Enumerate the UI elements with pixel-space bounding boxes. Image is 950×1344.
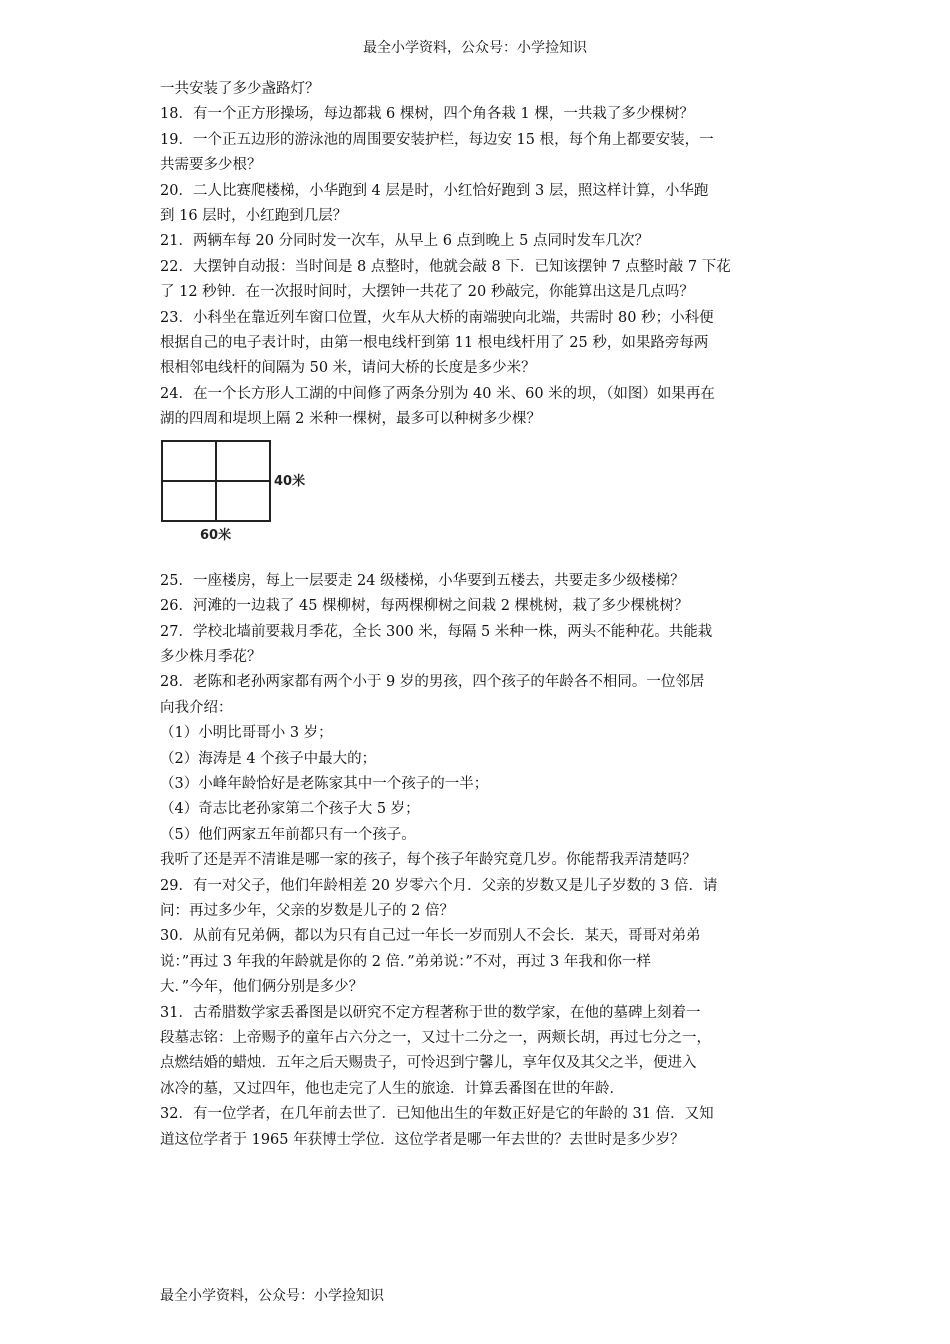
question-31-cont: 冰冷的墓，又过四年，他也走完了人生的旅途．计算丢番图在世的年龄． — [160, 1080, 624, 1097]
question-30-cont: 大．”今年，他们俩分别是多少？ — [160, 979, 364, 996]
page-header: 最全小学资料，公众号：小学捡知识 — [363, 40, 587, 56]
question-28-clue-3: （3）小峰年龄恰好是老陈家其中一个孩子的一半； — [160, 775, 489, 792]
question-28-clue-5: （5）他们两家五年前都只有一个孩子。 — [160, 826, 416, 843]
question-20: 20．二人比赛爬楼梯，小华跑到 4 层是时，小红恰好跑到 3 层，照这样计算，小华跑 — [160, 182, 709, 199]
lake-diagram — [160, 439, 800, 549]
question-31-cont: 段墓志铭：上帝赐予的童年占六分之一，又过十二分之一，两颊长胡，再过七分之一， — [160, 1030, 711, 1046]
question-28-clue-2: （2）海涛是 4 个孩子中最大的； — [160, 750, 377, 767]
question-26: 26．河滩的一边栽了 45 棵柳树，每两棵柳树之间栽 2 棵桃树，栽了多少棵桃树？ — [160, 598, 689, 615]
question-19-cont: 共需要多少根？ — [160, 157, 262, 174]
question-24-cont: 湖的四周和堤坝上隔 2 米种一棵树，最多可以种树多少棵？ — [160, 411, 541, 428]
question-25: 25．一座楼房，每上一层要走 24 级楼梯，小华要到五楼去，共要走多少级楼梯？ — [160, 572, 685, 589]
question-32-cont: 道这位学者于 1965 年获博士学位．这位学者是哪一年去世的？去世时是多少岁？ — [160, 1131, 685, 1148]
question-27: 27．学校北墙前要栽月季花，全长 300 米，每隔 5 米种一株，两头不能种花。共能栽 — [160, 623, 713, 640]
question-23-cont: 根相邻电线杆的间隔为 50 米，请问大桥的长度是多少米？ — [160, 360, 536, 377]
text-line: 一共安装了多少盏路灯？ — [160, 81, 320, 97]
question-24: 24．在一个长方形人工湖的中间修了两条分别为 40 米、60 米的坝，（如图）如果再在 — [160, 385, 715, 402]
question-28-clue-1: （1）小明比哥哥小 3 岁； — [160, 725, 333, 742]
question-23-cont: 根据自己的电子表计时，由第一根电线杆到第 11 根电线杆用了 25 秒，如果路旁每两 — [160, 335, 709, 352]
question-29: 29．有一对父子，他们年龄相差 20 岁零六个月．父亲的岁数又是儿子岁数的 3 倍．请 — [160, 877, 718, 894]
question-21: 21．两辆车每 20 分同时发一次车，从早上 6 点到晚上 5 点同时发车几次？ — [160, 233, 650, 250]
question-28-cont: 向我介绍： — [160, 699, 233, 716]
question-30-cont: 说：”再过 3 年我的年龄就是你的 2 倍．”弟弟说：”不对，再过 3 年我和你一样 — [160, 953, 651, 970]
label-40m: 40米 — [274, 473, 306, 489]
question-28-ask: 我听了还是弄不清谁是哪一家的孩子，每个孩子年龄究竟几岁。你能帮我弄清楚吗？ — [160, 852, 697, 869]
label-60m: 60米 — [200, 527, 232, 543]
question-28: 28．老陈和老孙两家都有两个小于 9 岁的男孩，四个孩子的年龄各不相同。一位邻居 — [160, 674, 705, 691]
question-19: 19．一个正五边形的游泳池的周围要安装护栏，每边安 15 根，每个角上都要安装，一 — [160, 131, 714, 148]
question-29-cont: 问：再过多少年，父亲的岁数是儿子的 2 倍？ — [160, 902, 454, 919]
document-body — [160, 77, 800, 1153]
question-22-cont: 了 12 秒钟．在一次报时间时，大摆钟一共花了 20 秒敲完，你能算出这是几点吗？ — [160, 284, 694, 301]
question-28-clue-4: （4）奇志比老孙家第二个孩子大 5 岁； — [160, 801, 420, 818]
question-22: 22．大摆钟自动报：当时间是 8 点整时，他就会敲 8 下．已知该摆钟 7 点整时敲 7 下花 — [160, 258, 731, 275]
question-32: 32．有一位学者，在几年前去世了．已知他出生的年数正好是它的年龄的 31 倍．又知 — [160, 1106, 714, 1123]
question-30: 30．从前有兄弟俩，都以为只有自己过一年长一岁而别人不会长．某天，哥哥对弟弟 — [160, 928, 701, 945]
question-27-cont: 多少株月季花？ — [160, 648, 262, 665]
question-23: 23．小科坐在靠近列车窗口位置，火车从大桥的南端驶向北端，共需时 80 秒；小科便 — [160, 309, 714, 326]
page-footer: 最全小学资料，公众号：小学捡知识 — [160, 1288, 384, 1304]
question-31-cont: 点燃结婚的蜡烛．五年之后天赐贵子，可怜迟到宁馨儿，享年仅及其父之半，便进入 — [160, 1055, 697, 1072]
question-31: 31．古希腊数学家丢番图是以研究不定方程著称于世的数学家，在他的墓碑上刻着一 — [160, 1004, 701, 1021]
question-18: 18．有一个正方形操场，每边都栽 6 棵树，四个角各栽 1 棵，一共栽了多少棵树？ — [160, 106, 694, 123]
question-20-cont: 到 16 层时，小红跑到几层？ — [160, 208, 348, 225]
